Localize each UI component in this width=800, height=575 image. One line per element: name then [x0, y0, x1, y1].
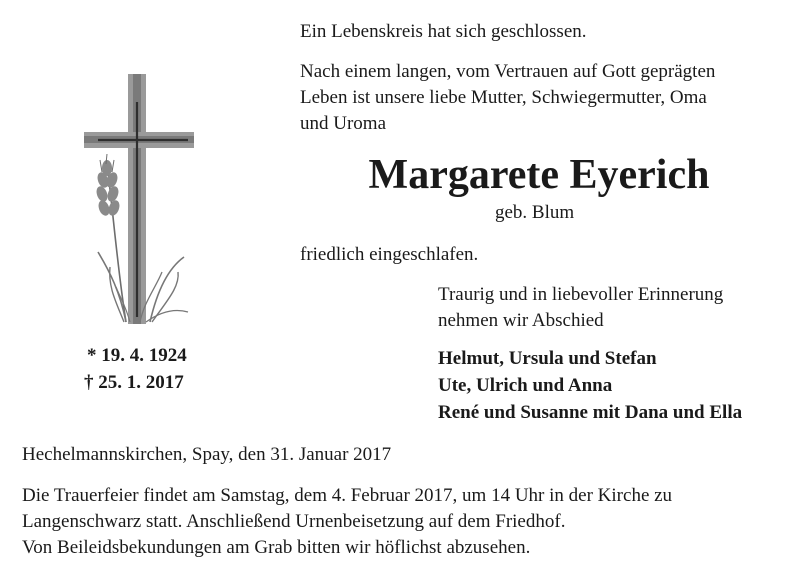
lead-line-3: und Uroma	[300, 113, 387, 134]
deceased-name: Margarete Eyerich	[368, 152, 710, 198]
cross-with-wheat-illustration	[80, 72, 210, 328]
birth-date: * 19. 4. 1924	[87, 345, 187, 366]
farewell-line-1: Traurig und in liebevoller Erinnerung	[438, 284, 724, 305]
lead-line-1: Nach einem langen, vom Vertrauen auf Gott geprägten	[300, 61, 716, 82]
mourner-line: Ute, Ulrich und Anna	[438, 375, 613, 396]
farewell-line-2: nehmen wir Abschied	[438, 310, 604, 331]
cross-icon	[80, 72, 210, 328]
maiden-name: geb. Blum	[495, 202, 575, 223]
death-date: † 25. 1. 2017	[84, 372, 184, 393]
mourner-line: René und Susanne mit Dana und Ella	[438, 402, 743, 423]
intro-text: Ein Lebenskreis hat sich geschlossen.	[300, 21, 587, 42]
mourner-line: Helmut, Ursula und Stefan	[438, 348, 657, 369]
service-line-1: Die Trauerfeier findet am Samstag, dem 4. Februar 2017, um 14 Uhr in der Kirche zu	[22, 485, 673, 506]
service-line-2: Langenschwarz statt. Anschließend Urnenbeisetzung auf dem Friedhof.	[22, 511, 566, 532]
place-date: Hechelmannskirchen, Spay, den 31. Januar 2017	[22, 444, 392, 465]
lead-line-2: Leben ist unsere liebe Mutter, Schwiegermutter, Oma	[300, 87, 707, 108]
condolence-note: Von Beileidsbekundungen am Grab bitten wir höflichst abzusehen.	[22, 537, 531, 558]
passed-text: friedlich eingeschlafen.	[300, 244, 479, 265]
